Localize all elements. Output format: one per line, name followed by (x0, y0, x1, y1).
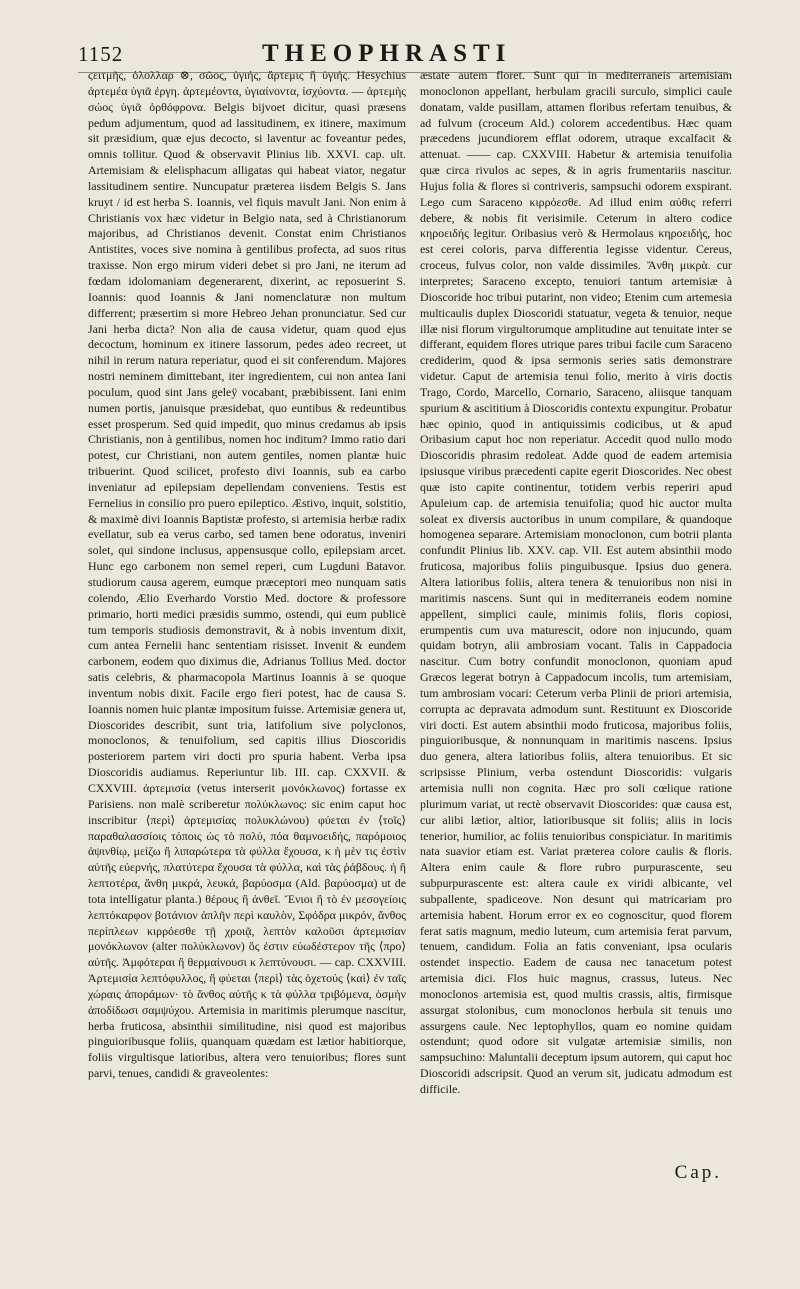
left-column-text: ϛειτμῆς, ὀλολλαρ ⊗, σῶος, ὑγιής, ἄρτεμις ἢ ὑγιής. Hesychius ἀρτεμέα ὑγιᾶ ἐργη. ἀρτεμέοντα, ὑγιαίνοντα, ἰσχύοντα. — ἀρτεμὴς σώος ὑγιᾶ ὀρθόφρονα. Belgis bijvoet dicitur, quasi præsens pedum adjumentum, quod ad lassitudinem, ex itinere, maximum sit præsidium, quæ ejus decocto, si laventur ac foveantur pedes, omnis tollitur. Quod & observavit Plinius lib. XXVI. cap. ult. Artemisiam & elelisphacum alligatas qui habeat viator, negatur lassitudinem sentire. Nuncupatur præterea iisdem Belgis S. Jans kruyt / id est herba S. Ioannis, vel fiquis mavult Jani. Non enim à Christianis vox hæc videtur in Belgio nata, sed à Christianorum majoribus, ad Christianos devenit. Constat enim Christianos Antistites, voces sive nomina à gentilibus profecta, ad suos ritus traxisse. Non ergo mirum videri debet si pro Jani, ne iterum ad fœdam idolomaniam degenerarent, dixerint, ac reposuerint S. Ioannis: quod Ioannis & Jani nomenclaturæ non multum differrent; præsertim si more Hebreo Jehan pronunciatur. Sed cur Jani herba dicta? Non alia de causa videtur, quam quod ejus decoctum, hominum ex itinere lassorum, pedes adeo recreet, ut nihil in rerum natura reperiatur, quod ei sit conferendum. Majores nostri neminem dimittebant, iter ingredientem, cui non antea Iani poculum, quod sint Jans geleÿ vocabant, præbibissent. Iani enim numen portis, januisque præsidebat, quo euntibus & redeuntibus esset prosperum. Sed quid impedit, quo minus credamus ab ipsis Christianis, non à gentilibus, nomen hoc inditum? Immo ratio dari potest, cur Christiani, non autem gentiles, nomen plantæ huic tribuerint. Quod scilicet, profesto divi Ioannis, sub ea carbo inveniatur ad epilepsiam depellendam conveniens. Testis est Fernelius in consilio pro puero epileptico. Æstivo, inquit, solstitio, & maximè divi Ioannis Baptistæ profesto, si artemisia herbæ radix evellatur, sub ea verus carbo, sed tamen bene odoratus, inveniri solet, qui sindone inclusus, appensusque collo, epilepsiam arcet. Hunc ego carbonem non semel reperi, cum Lugduni Batavor. studiorum causa agerem, eumque præceptori meo nunquam satis colendo, Ælio Everhardo Vorstio Med. doctore & professore primario, horti medici præsidis summo, ostendi, qui eum publicè tum temporis studiosis demonstravit, & à nobis inventum dixit, cum antea Fernelii hanc sententiam risisset. Invenit & eundem carbonem, eodem quo diximus die, Adrianus Tollius Med. doctor satis celebris, & pharmacopola Martinus Ioannis à se quoque inventum nobis dixit. Facile ergo fieri potest, hac de causa S. Ioannis nomen huic plantæ impositum fuisse. Artemisiæ genera ut, Dioscorides describit, sunt tria, latifolium sive polyclonos, monoclonos, & tenuifolium, sed capitis illius Dioscoridis posteriorem partem viri docti pro spuria habent. Verba ipsa Dioscoridis audiamus. Reperiuntur lib. III. cap. CXXVII. & CXXVIII. ἀρτεμισία (vetus interserit μονόκλωνος) fortasse ex Parisiens. non malè scriberetur πολύκλωνος: sic enim caput hoc inscribitur ⟨περὶ⟩ ἀρτεμισίας πολυκλώνου) φύεται ἐν ⟨τοῖς⟩ παραθαλασσίοις τόποις ὡς τὸ πολύ, πόα θαμνοειδής, παρόμοιος ἀψινθίῳ, μείζω ἢ λιπαρώτερα τὰ φύλλα ἔχουσα, κ ἡ μὲν τις ἐστὶν αὐτῆς εὐερνής, πλατύτερα ἔχουσα τὰ φύλλα, καὶ τὰς ῥάβδους. ἡ ἢ λεπτοτέρα, ἄνθη μικρά, λευκά, βαρύοσμα (Ald. βαρύοσμα) ut de tota intelligatur planta.) θέρους ἢ ἀνθεῖ. Ἔνιοι ἢ τὸ ἐν μεσογείοις λεπτόκαρφον βοτάνιον ἁπλῆν περὶ καυλὸν, Σφόδρα μικρόν, ἄνθος περίπλεων κιρρόεσθε τῇ χροιᾷ, λεπτὸν καλοῦσι ἀρτεμισίαν μονόκλωνον (alter πολύκλωνον) ὃς ἐστιν εὐωδέστερον τῆς ⟨προ⟩ αὐτῆς. Ἀμφότεραι ἢ θερμαίνουσι κ λεπτύνουσι. — cap. CXXVIII. Ἀρτεμισία λεπτόφυλλος, ἣ φύεται ⟨περὶ⟩ τὰς ὁχετούς ⟨καὶ⟩ ἐν ταῖς χώραις ἀποράμων· τὸ ἄνθος αὐτῆς κ τὰ φύλλα τριβόμενα, ὀσμὴν ἀποδίδωσι σαμψύχου. Artemisia in maritimis plerumque nascitur, herba fruticosa, absinthii similitudine, nisi quod est majoribus pinguioribusque foliis, quanquam quædam est lætior habitiorque, foliis virgultisque latioribus, altera vero tenuioribus; flores sunt parvi, tenues, candidi & graveolentes: (88, 68, 406, 1081)
right-column-text: æstate autem floret. Sunt qui in mediterraneis artemisiam monoclonon appellant, herbulam gracili surculo, simplici caule donatam, valde pusillam, attamen floribus refertam tenuibus, & ad fulvum (croceum Ald.) colorem accedentibus. Hæc quam præcedens jucundiorem efflat odorem, utraque excalfacit & attenuat. —— cap. CXXVIII. Habetur & artemisia tenuifolia quæ circa rivulos ac sepes, & in agris frumentariis nascitur. Hujus folia & flores si contriveris, sampsuchi odorem exspirant. Lego cum Saraceno κιρρόεσθε. Ad illud enim αὐθις referri debere, & nobis fit verisimile. Ceterum in altero codice κηροειδής legitur. Oribasius verò & Hermolaus κηροειδής, hoc est cerei coloris, parva differentia legisse videntur. Cereus, croceus, fulvus color, non valde dissimiles. Ἄνθη μικρὰ. cur interpretes; Saraceno excepto, tenuiori tantum artemisiæ à Dioscoride hoc tribui putarint, non video; Etenim cum artemesia multicaulis duplex Dioscoridi statuatur, vegeta & tenuior, neque illæ nisi florum virgultorumque amplitudine aut tenuitate inter se differant, equidem flores utrique pares tribui facile cum Saraceno crediderim, quod & ipsa sermonis series satis demonstrare videtur. Caput de artemisia tenui folio, merito à viris doctis Trago, Cordo, Marcello, Cornario, Saraceno, aliisque tanquam spurium & ascititium à Dioscoridis contextu expungitur. Probatur hæc opinio, quod in antiquissimis codicibus, ut & apud Oribasium caput hoc non reperiatur. Accedit quod nullo modo Dioscoridis phrasim redoleat. Adde quod de eadem artemisia ipsiusque viribus præcedenti capite egerit Dioscorides. Nec obest quæ isto capite continentur, totidem verbis reperiri apud Apuleium cap. de artemisia tenuifolia; quod hic auctor multa soleat ex diversis auctoribus in unum compilare, & quandoque homogenea separare. Artemisiam monoclonon, cum botrii planta confundit Plinius lib. XXV. cap. VII. Est autem absinthii modo fruticosa, majoribus foliis pinguibusque. Ipsius duo genera. Altera latioribus foliis, altera tenera & tenuioribus non nisi in maritimis nascens. Sunt qui in mediterraneis eodem nomine appellent, simplici caule, minimis foliis, floris copiosi, erumpentis cum uva maturescit, odore non injucundo, quam quidam botryn, alii ambrosiam vocant. Talis in Cappadocia nascitur. Cum botry confundit monoclonon, quoniam apud Græcos legerat botryn à Cappadocum incolis, tum artemisiam, tum ambrosiam vocari: Ceterum verba Plinii de priori artemisia, corrupta ac depravata admodum sunt. Restituunt ex Dioscoride viri docti. Est autem absinthii modo fruticosa, majoribus foliis, pinguioribusque, & nonnunquam in maritimis nascens. Ipsius duo genera, altera latioribus foliis, altera tenuioribus. Et sic scripsisse Plinium, verba ostendunt Dioscoridis: vulgaris artemisia nulli non cognita. Hæc pro soli cœlique ratione plurimum variat, ut rectè observavit Dioscorides: quæ causa est, cur alibi lætior, altior, latioribusque sit foliis; aliis in locis tenerior, humilior, ac foliis tenuioribus conspiciatur. In maritimis nata suavior etiam est. Variat præterea colore caulis & floris. Altera enim caule & flore rubro purpurascente, seu subpurpurascente est: altera caule ex viridi albicante, vel subpallente, spadiceove. Non desunt qui matricariam pro artemisia habent. Horum error ex eo cognoscitur, quod florem ferat satis magnum, medio luteum, cum artemisia ferat parvum, tenuem, candidum. Folia an fatis conveniant, ipsa ocularis ostendet inspectio. Eadem de causa nec tanacetum potest artemisia dici. Flos huic magnus, crassus, luteus. Nec monoclonos artemisia est, quod multis crassis, altis, firmisque assurgat stolonibus, cum monoclonos herbula sit tenuis uno assurgens caule. Nec leptophyllos, quam eo nomine quidam ostendunt; quod odore sit vulgatæ artemisiæ similis, non sampsuchino: Maluntalii deceptum ipsum autorem, qui caput hoc Dioscoridi adscripsit. Quod an verum sit, judicatu admodum est difficile. (420, 68, 732, 1096)
page-header (78, 40, 728, 70)
page-number: 1152 (78, 42, 124, 66)
right-column (420, 68, 732, 1098)
left-column (88, 68, 406, 1082)
running-head: THEOPHRASTI (262, 40, 512, 67)
catchword: Cap. (674, 1162, 722, 1183)
